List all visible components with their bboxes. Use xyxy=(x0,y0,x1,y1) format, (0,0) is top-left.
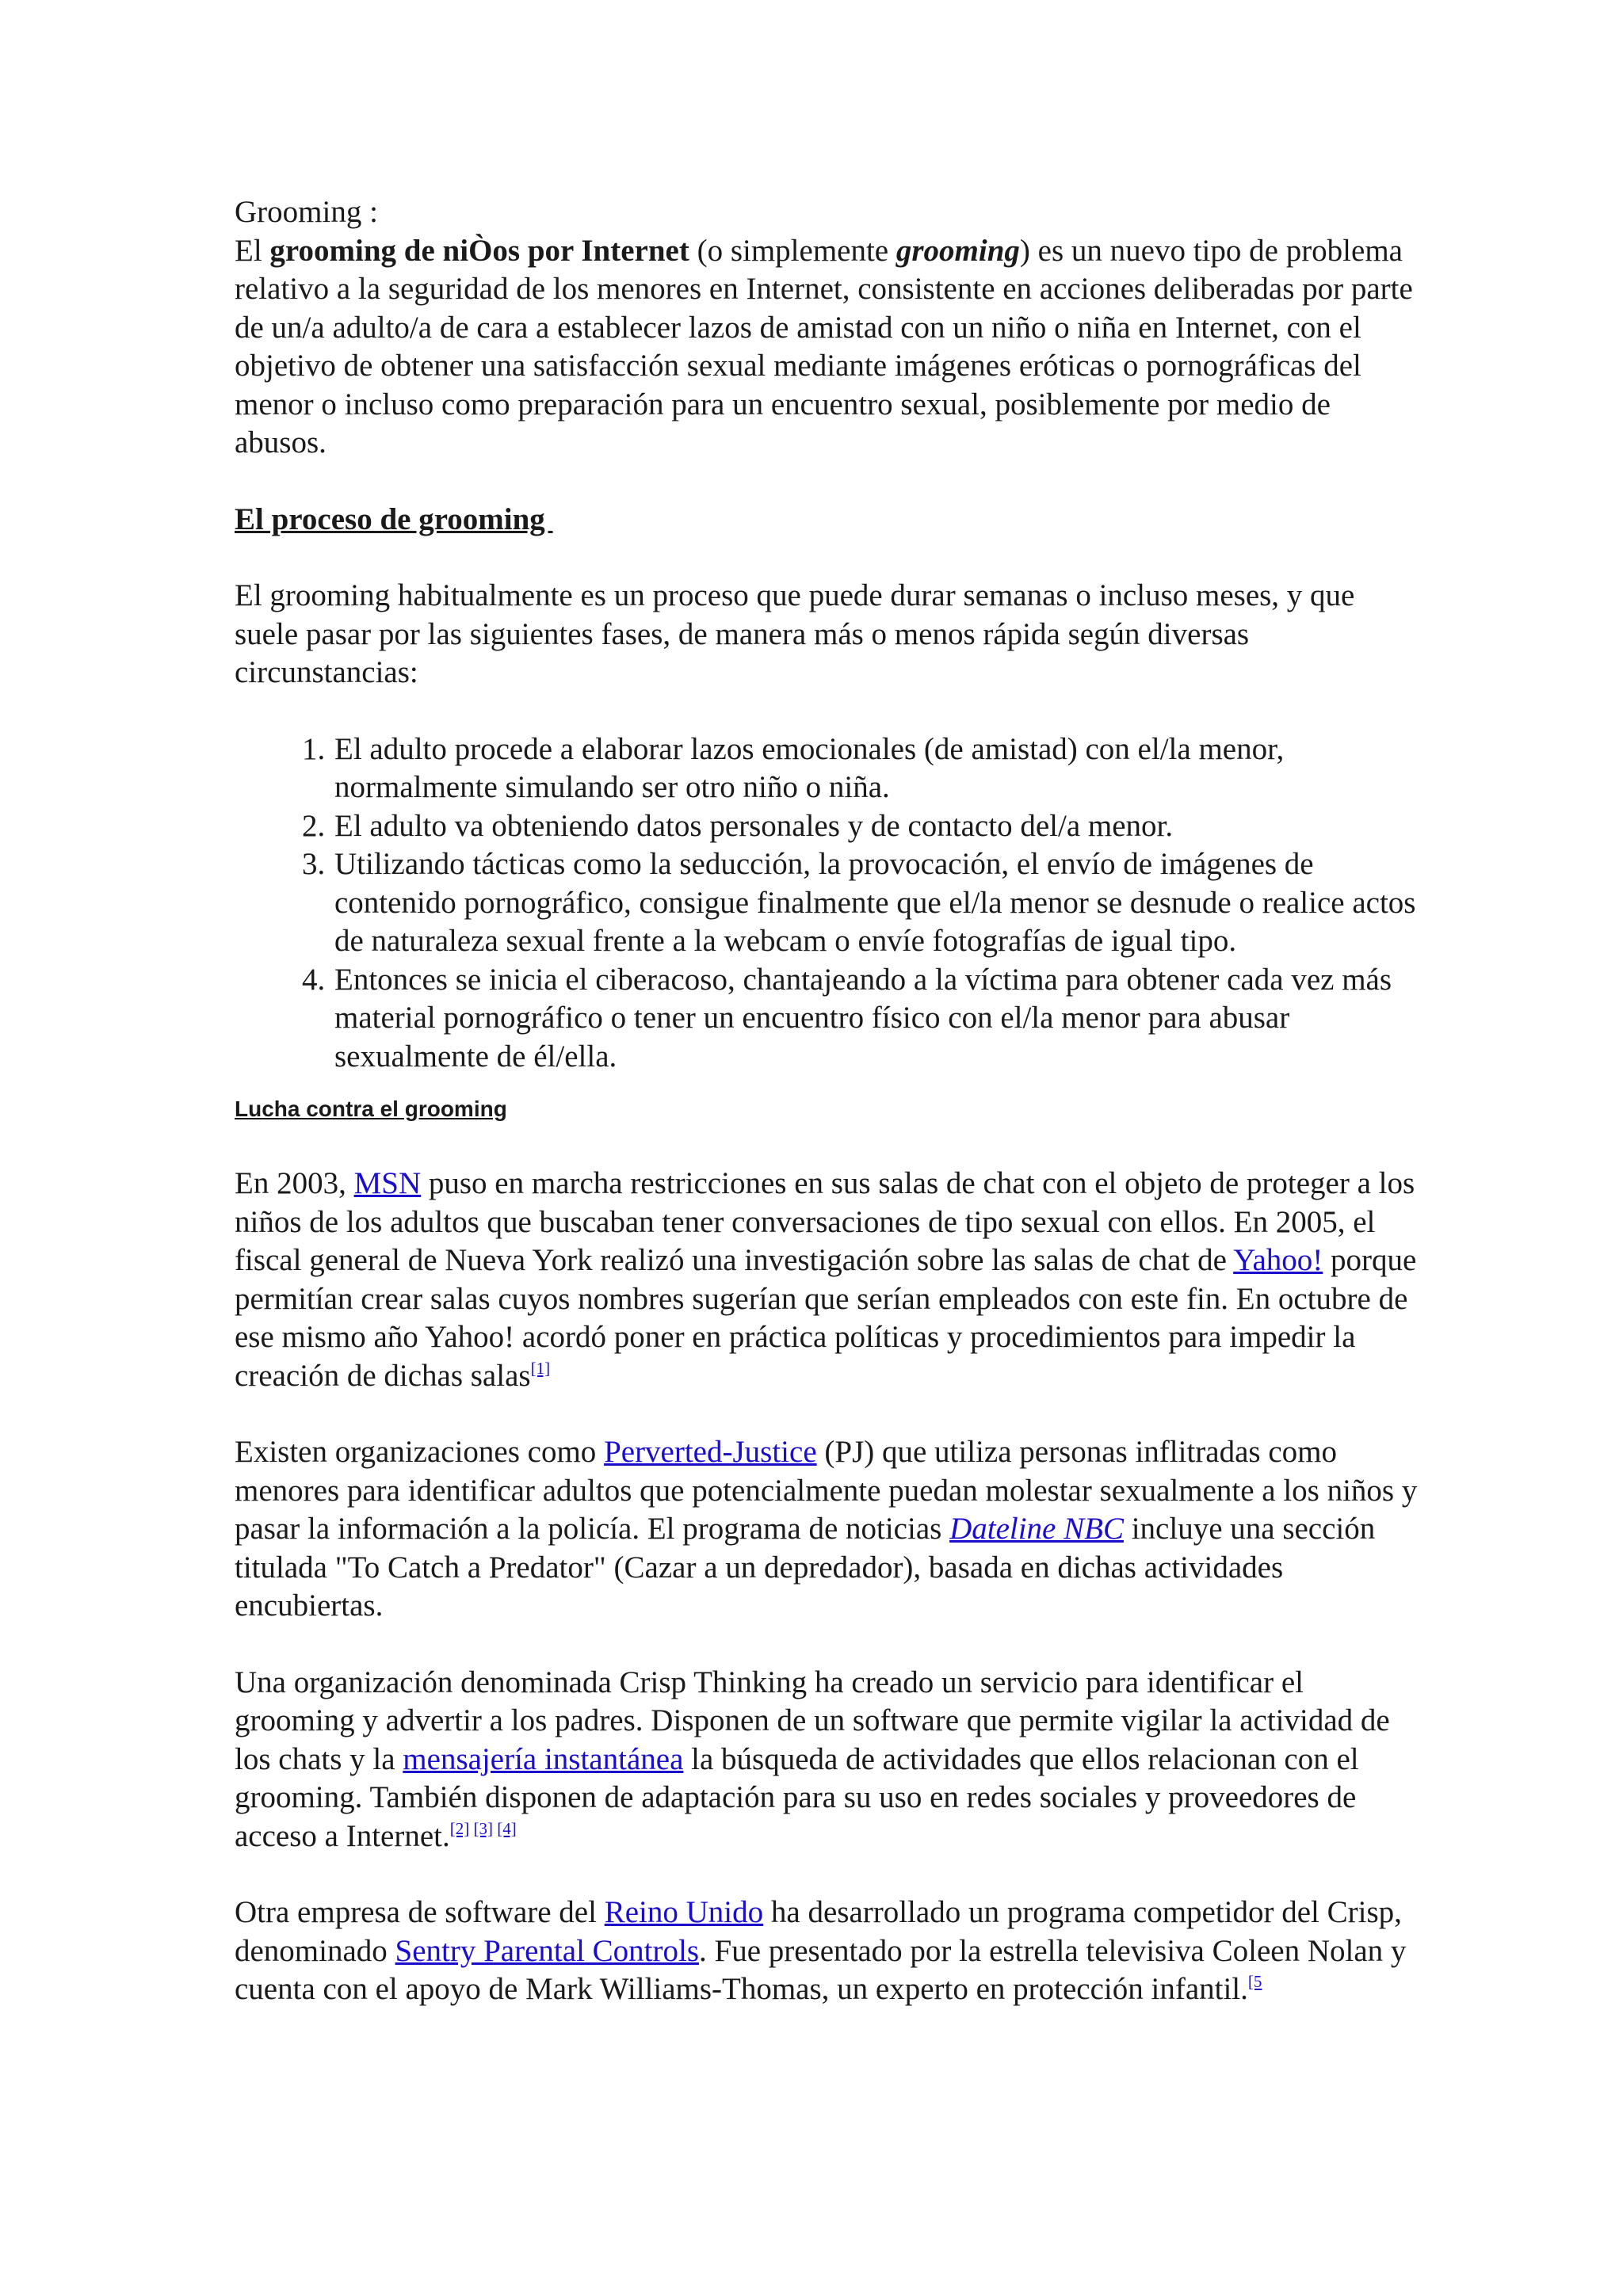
text-run: puso en marcha restricciones en sus salas de chat con el objeto de proteger a los niños de los adultos que buscaban tener conversaciones de tipo sexual con ellos. En 2005, el fiscal general de Nueva York realizó una investigación sobre las salas de chat de xyxy=(235,1166,1415,1277)
text-run: . Fue presentado por la estrella televisiva Coleen Nolan y cuenta con el apoyo de Mark Williams-Thomas, un experto en protección infantil. xyxy=(235,1933,1407,2006)
lucha-paragraph-2 xyxy=(235,1433,1423,1626)
dateline-nbc-label: Dateline NBC xyxy=(949,1512,1124,1546)
mensajeria-instantanea-link[interactable]: mensajería instantánea xyxy=(403,1741,684,1776)
steps-list xyxy=(235,730,1423,1077)
intro-bold-italic-term: grooming xyxy=(896,233,1020,268)
reference-link-1[interactable]: [1] xyxy=(530,1358,551,1378)
text-run: Una organización denominada Crisp Thinking ha creado un servicio para identificar el grooming y advertir a los padres. Disponen de un software que permite vigilar la actividad de los chats y la xyxy=(235,1665,1390,1776)
document-page xyxy=(235,193,1423,2047)
sentry-parental-controls-link[interactable]: Sentry Parental Controls xyxy=(395,1933,699,1968)
lucha-paragraph-1 xyxy=(235,1165,1423,1395)
intro-text-start: El xyxy=(235,233,270,268)
list-item: 4. Entonces se inicia el ciberacoso, chantajeando a la víctima para obtener cada vez más material pornográfico o tener un encuentro físico con el/la menor para abusar sexualmente de él/ella. xyxy=(333,961,1423,1077)
reference-link-5[interactable]: [5 xyxy=(1247,1972,1262,1991)
section-heading-lucha: Lucha contra el grooming xyxy=(235,1097,507,1121)
intro-text-end: ) es un nuevo tipo de problema relativo a la seguridad de los menores en Internet, consistente en acciones deliberadas por parte de un/a adulto/a de cara a establecer lazos de amistad con un niño o niña en Internet, con el objetivo de obtener una satisfacción sexual mediante imágenes eróticas o pornográficas del menor o incluso como preparación para un encuentro sexual, posiblemente por medio de abusos. xyxy=(235,233,1413,460)
lucha-paragraph-3 xyxy=(235,1664,1423,1856)
text-run: ha desarrollado un programa competidor del Crisp, denominado xyxy=(235,1895,1402,1968)
list-item: 1. El adulto procede a elaborar lazos emocionales (de amistad) con el/la menor, normalmente simulando ser otro niño o niña. xyxy=(333,730,1423,807)
reference-link-2[interactable]: [2] xyxy=(449,1818,470,1838)
proceso-paragraph: El grooming habitualmente es un proceso que puede durar semanas o incluso meses, y que suele pasar por las siguientes fases, de manera más o menos rápida según diversas circunstancias: xyxy=(235,578,1355,689)
intro-paragraph xyxy=(235,232,1423,463)
text-run: Existen organizaciones como xyxy=(235,1435,605,1469)
document-title: Grooming : xyxy=(235,195,378,229)
intro-bold-term: grooming de niÒos por Internet xyxy=(269,233,689,268)
text-run: la búsqueda de actividades que ellos relacionan con el grooming. También disponen de adaptación para su uso en redes sociales y proveedores de acceso a Internet. xyxy=(235,1741,1359,1853)
text-run: Otra empresa de software del xyxy=(235,1895,605,1929)
reference-link-4[interactable]: [4] xyxy=(497,1818,517,1838)
text-run: En 2003, xyxy=(235,1166,354,1200)
reference-link-3[interactable]: [3] xyxy=(473,1818,493,1838)
dateline-nbc-link[interactable] xyxy=(949,1512,1124,1546)
text-run: porque permitían crear salas cuyos nombres sugerían que serían empleados con este fin. En octubre de ese mismo año Yahoo! acordó poner en práctica políticas y procedimientos para impedir la creación de dichas salas xyxy=(235,1243,1417,1393)
lucha-paragraph-4 xyxy=(235,1894,1423,2009)
msn-link[interactable]: MSN xyxy=(353,1166,422,1200)
perverted-justice-link[interactable]: Perverted-Justice xyxy=(604,1435,817,1469)
intro-text-mid: (o simplemente xyxy=(689,233,896,268)
section-heading-proceso: El proceso de grooming xyxy=(235,502,553,536)
text-run: incluye una sección titulada "To Catch a Predator" (Cazar a un depredador), basada en dichas actividades encubiertas. xyxy=(235,1512,1376,1623)
yahoo-link[interactable]: Yahoo! xyxy=(1233,1243,1323,1277)
reino-unido-link[interactable]: Reino Unido xyxy=(604,1895,764,1929)
list-item: 2. El adulto va obteniendo datos personales y de contacto del/a menor. xyxy=(333,807,1423,846)
list-item: 3. Utilizando tácticas como la seducción, la provocación, el envío de imágenes de contenido pornográfico, consigue finalmente que el/la menor se desnude o realice actos de naturaleza sexual frente a la webcam o envíe fotografías de igual tipo. xyxy=(333,845,1423,961)
text-run: (PJ) que utiliza personas inflitradas como menores para identificar adultos que potencialmente puedan molestar sexualmente a los niños y pasar la información a la policía. El programa de noticias xyxy=(235,1435,1418,1546)
